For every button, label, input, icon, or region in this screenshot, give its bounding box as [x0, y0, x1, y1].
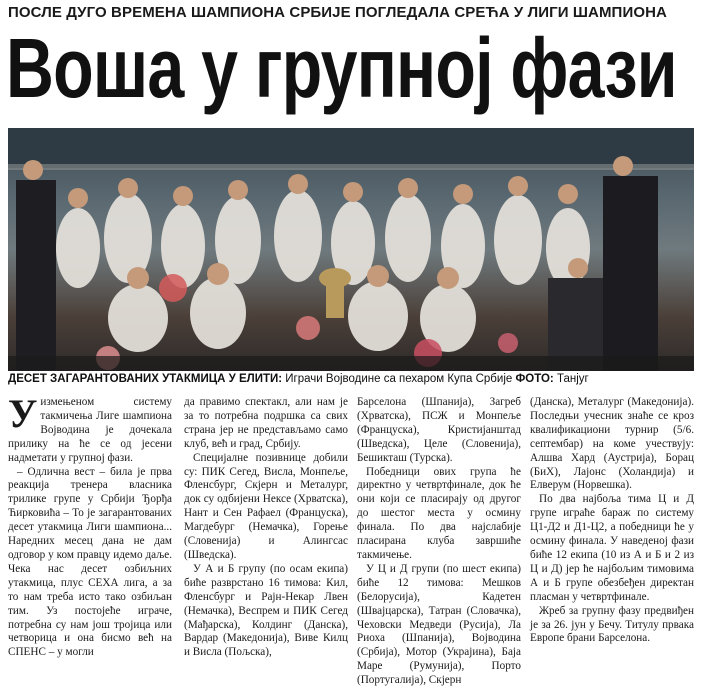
- caption-bold: ДЕСЕТ ЗАГАРАНТОВАНИХ УТАКМИЦА У ЕЛИТИ:: [8, 373, 283, 385]
- paragraph: У А и Б групу (по осам екипа) биће разврстано 16 тимова: Кил, Фленсбург и Рајн-Некар Лвен (Немачка), Веспрем и ПИК Сегед (Мађарска), Колдинг (Данска), Вардар (Македонија), Виве Килц и Висла (Пољска),: [184, 562, 348, 659]
- photo-caption: [8, 373, 698, 385]
- column-2: [184, 396, 348, 660]
- paragraph: По два најбоља тима Ц и Д групе играће бараж по систему Ц1-Д2 и Д1-Ц2, а победници ће у осмину финала. У наведеној фази биће 12 екипа (10 из А и Б и 2 из Ц и Д) јер ће најбољим тимовима А и Б групе обезбеђен директан пласман у четвртфинале.: [530, 493, 694, 603]
- column-1: [8, 391, 172, 660]
- paragraph: Жреб за групну фазу предвиђен је за 26. јун у Бечу. Титулу првака Европе брани Барселона.: [530, 604, 694, 645]
- headline: Воша у групној фази: [6, 21, 677, 115]
- team-celebration-image: [8, 128, 694, 371]
- paragraph: да правимо спектакл, али нам је за то потребна подршка са свих страна јер не представљамо само клуб, већ и град, Србију.: [184, 396, 348, 450]
- column-3: [357, 396, 521, 688]
- paragraph: Барселона (Шпанија), Загреб (Хрватска), ПСЖ и Монпеље (Француска), Кристијанштад (Шведска), Целе (Словенија), Бешикташ (Турска).: [357, 396, 521, 464]
- team-photo: [8, 128, 694, 371]
- paragraph: – Одлична вест – била је прва реакција тренера власника трилике групе у Србији Ђорђа Ћирковића – То је загарантованих десет утакмица Лиги шампиона... Наредних месец дана не дам одговор у ком правцу идемо даље. Чека нас десет озбиљних утакмица, плус СЕХА лига, а за то нам треба исто тако озбиљан тим. Уз постојеће играче, потребна су нам још тројица или четворица и она бисмо већ на СПЕНС – у могли: [8, 465, 172, 659]
- paragraph: Специјалне позивнице добили су: ПИК Сегед, Висла, Монпеље, Фленсбург, Скјерн и Металург, док су одбијени Нексе (Хрватска), Нант и Сен Рафаел (Француска), Магдебург (Немачка), Горење (Словенија) и Алингсас (Шведска).: [184, 451, 348, 561]
- column-4: [530, 396, 694, 646]
- caption-credit: Танјуг: [553, 373, 589, 385]
- article-body: [8, 391, 698, 687]
- drop-cap: У: [8, 391, 38, 436]
- kicker: ПОСЛЕ ДУГО ВРЕМЕНА ШАМПИОНА СРБИЈЕ ПОГЛЕДАЛА СРЕЋА У ЛИГИ ШАМПИОНА: [8, 4, 667, 21]
- caption-text: Играчи Војводине са пехаром Купа Србије: [282, 373, 513, 385]
- paragraph: (Данска), Металург (Македонија). Последњи учесник знаће се кроз квалификациони турнир (5/6. септембар) на коме учествују: Алшва Хард (Аустрија), Борац (БиХ), Лајонс (Холандија) и Елверум (Норвешка).: [530, 396, 694, 492]
- caption-credit-label: ФОТО:: [512, 373, 554, 385]
- paragraph: Победници ових група ће директно у четвртфинале, док ће они који се пласирају од другог до шестог места у осмину финала. По два најслабије пласирана клуба завршиће такмичење.: [357, 465, 521, 561]
- paragraph: измењеном систему такмичења Лиге шампиона Војводина је дочекала прилику на ће се од јесени надметати у групној фази.: [8, 396, 172, 464]
- paragraph: У Ц и Д групи (по шест екипа) биће 12 тимова: Мешков (Белорусија), Кадетен (Швајцарска), Татран (Словачка), Чеховски Медведи (Русија), Ла Риоха (Шпанија), Војводина (Србија), Мотор (Украјина), Баја Маре (Румунија), Порто (Португалија), Скјерн: [357, 562, 521, 687]
